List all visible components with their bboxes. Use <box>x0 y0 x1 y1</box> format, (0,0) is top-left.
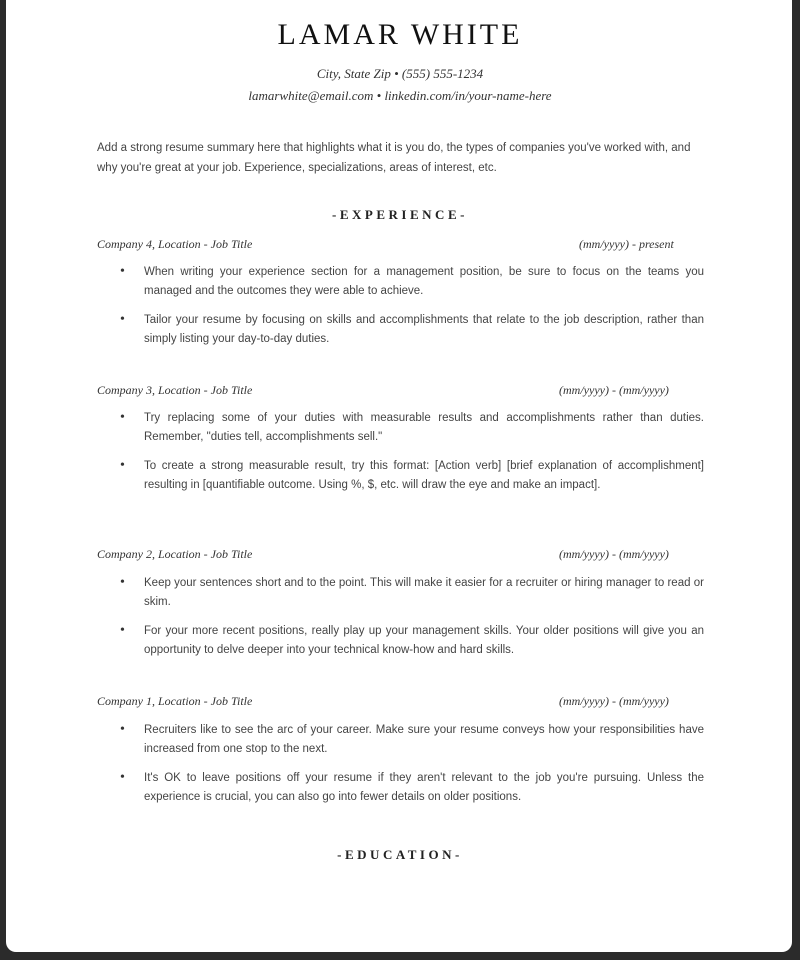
bullet-dot: • <box>120 770 125 785</box>
bullet-dot: • <box>120 623 125 638</box>
job-bullet: Recruiters like to see the arc of your career. Make sure your resume conveys how your responsibilities have increased from one stop to the next. <box>144 724 704 755</box>
job-bullet: For your more recent positions, really play up your management skills. Your older positions will give you an opportunity to delve deeper into your technical know-how and hard skills. <box>144 625 704 656</box>
job-bullet: It's OK to leave positions off your resume if they aren't relevant to the job you're pursuing. Unless the experience is crucial, you can also go into fewer details on older positions. <box>144 772 704 803</box>
bullet-dot: • <box>120 410 125 425</box>
job-heading: Company 3, Location - Job Title <box>97 383 253 397</box>
job-bullet: Keep your sentences short and to the point. This will make it easier for a recruiter or hiring manager to read or skim. <box>144 577 704 608</box>
job-bullet: To create a strong measurable result, try this format: [Action verb] [brief explanation of accomplishment] resulting in [quantifiable outcome. Using %, $, etc. will draw the eye and make an impact]. <box>144 460 704 491</box>
experience-heading: -EXPERIENCE- <box>332 207 468 222</box>
job-dates: (mm/yyyy) - (mm/yyyy) <box>559 694 669 708</box>
candidate-name: LAMAR WHITE <box>277 18 523 51</box>
job-dates: (mm/yyyy) - (mm/yyyy) <box>559 383 669 397</box>
job-heading: Company 1, Location - Job Title <box>97 694 253 708</box>
bullet-dot: • <box>120 722 125 737</box>
bullet-dot: • <box>120 264 125 279</box>
job-bullet: Try replacing some of your duties with measurable results and accomplishments rather than duties. Remember, "duties tell, accomplishments sell." <box>144 412 704 443</box>
bullet-dot: • <box>120 458 125 473</box>
job-heading: Company 2, Location - Job Title <box>97 547 253 561</box>
job-dates: (mm/yyyy) - present <box>579 237 674 251</box>
contact-email-linkedin: lamarwhite@email.com • linkedin.com/in/your-name-here <box>248 88 552 103</box>
resume-summary: Add a strong resume summary here that highlights what it is you do, the types of companies you've worked with, and why you're great at your job. Experience, specializations, areas of interest, etc. <box>97 142 691 174</box>
job-bullet: When writing your experience section for a management position, be sure to focus on the teams you managed and the outcomes they were able to achieve. <box>144 266 704 297</box>
education-heading: -EDUCATION- <box>337 847 463 862</box>
contact-location-phone: City, State Zip • (555) 555-1234 <box>316 66 484 81</box>
job-bullet: Tailor your resume by focusing on skills and accomplishments that relate to the job description, rather than simply listing your day-to-day duties. <box>144 314 704 345</box>
job-dates: (mm/yyyy) - (mm/yyyy) <box>559 547 669 561</box>
bullet-dot: • <box>120 312 125 327</box>
bullet-dot: • <box>120 575 125 590</box>
job-heading: Company 4, Location - Job Title <box>97 237 253 251</box>
